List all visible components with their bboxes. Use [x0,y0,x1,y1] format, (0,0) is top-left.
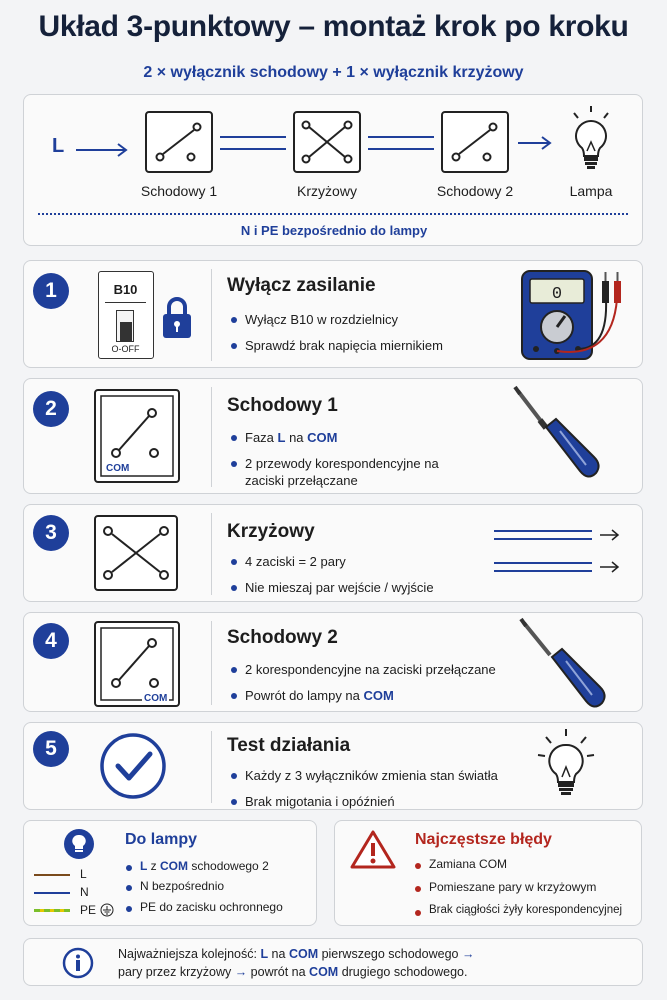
line-input-label: L [52,135,65,157]
list-item: Faza L na COM [229,429,459,447]
step-number: 3 [33,515,69,551]
list-item: Brak ciągłości żyły korespondencyjnej [413,904,641,918]
neutral-pe-note: N i PE bezpośrednio do lampy [240,223,428,238]
multimeter-icon [520,269,636,361]
list-item: L z COM schodowego 2 [124,859,314,873]
svg-text:0: 0 [551,285,563,304]
step-bullets [229,661,529,712]
list-item: N bezpośrednio [124,879,314,893]
step-1-card [23,260,643,368]
breaker-icon: B10 O-OFF [98,271,154,359]
wire-n-swatch [34,892,70,894]
errors-box-title: Najczęstsze błędy [415,831,552,848]
list-item: Każdy z 3 wyłączników zmienia stan światła [229,767,529,785]
lamp-arrow-icon [518,136,554,150]
list-item: Sprawdź brak napięcia miernikiem [229,337,519,355]
wire-l-swatch [34,874,70,876]
wire-pe-label: PE [80,903,97,917]
step-bullets [229,553,499,604]
info-icon [62,947,94,979]
list-item: Wyłącz B10 w rozdzielnicy [229,311,519,329]
step-number: 2 [33,391,69,427]
step-title: Wyłącz zasilanie [227,275,376,296]
step-title: Test działania [227,735,351,756]
footer-text: Najważniejsza kolejność: L na COM pierwszego schodowego → pary przez krzyżowy → powrót na COM drugiego schodowego. [118,947,475,980]
staircase-switch-2-icon [441,111,509,173]
step-bullets [229,429,459,498]
lightbulb-icon [534,727,598,807]
staircase-switch-1-icon [145,111,213,173]
warning-triangle-icon [349,829,397,871]
list-item: 4 zaciski = 2 pary [229,553,499,571]
lamp-bulb-icon [568,103,614,175]
step-number: 4 [33,623,69,659]
screwdriver-icon [518,619,618,715]
step-2-card [23,378,643,494]
wiring-overview-panel [23,94,643,246]
page-subtitle: 2 × wyłącznik schodowy + 1 × wyłącznik krzyżowy [143,64,524,81]
ground-symbol-icon [100,903,114,917]
list-item: 2 przewody korespondencyjne na zaciski przełączane [229,455,459,490]
link-wires-1 [220,133,288,153]
list-item: Powrót do lampy na COM [229,687,529,705]
step-4-card [23,612,643,712]
checkmark-icon [98,729,168,803]
lamp-box-title: Do lampy [125,831,198,848]
list-item: Brak migotania i opóźnień [229,793,529,811]
input-arrow-icon [76,143,131,157]
wire-pe-swatch [34,909,70,912]
dotted-divider [38,213,628,215]
cross-switch-icon [94,515,178,591]
link-wires-2 [368,133,436,153]
step-5-card [23,722,643,810]
label-lampa: Lampa [569,183,613,199]
common-errors-box [334,820,642,926]
step-title: Schodowy 2 [227,627,338,648]
screwdriver-icon [510,387,610,487]
step-3-card [23,504,643,602]
wire-pairs-arrows-icon [494,525,624,583]
cross-switch-icon [293,111,361,173]
com-label: COM [144,693,168,704]
list-item: PE do zacisku ochronnego [124,900,314,914]
lamp-wiring-box [23,820,317,926]
com-label: COM [106,463,130,474]
page-title: Układ 3-punktowy – montaż krok po kroku [38,10,629,43]
list-item: Zamiana COM [413,857,641,871]
label-schodowy-2: Schodowy 2 [436,183,514,199]
list-item: Pomieszane pary w krzyżowym [413,880,641,894]
list-item: Nie mieszaj par wejście / wyjście [229,579,499,597]
step-title: Schodowy 1 [227,395,338,416]
step-bullets [229,767,529,818]
step-number: 1 [33,273,69,309]
step-title: Krzyżowy [227,521,315,542]
lamp-box-bullets [124,859,314,920]
lightbulb-circle-icon [62,827,96,861]
padlock-icon [160,293,194,345]
footer-note [23,938,643,986]
label-schodowy-1: Schodowy 1 [140,183,218,199]
wire-n-label: N [80,885,89,899]
errors-list [413,857,641,927]
list-item: 2 korespondencyjne na zaciski przełączane [229,661,529,679]
label-krzyzowy: Krzyżowy [297,183,357,199]
wire-l-label: L [80,867,87,881]
step-bullets [229,311,519,362]
step-number: 5 [33,731,69,767]
